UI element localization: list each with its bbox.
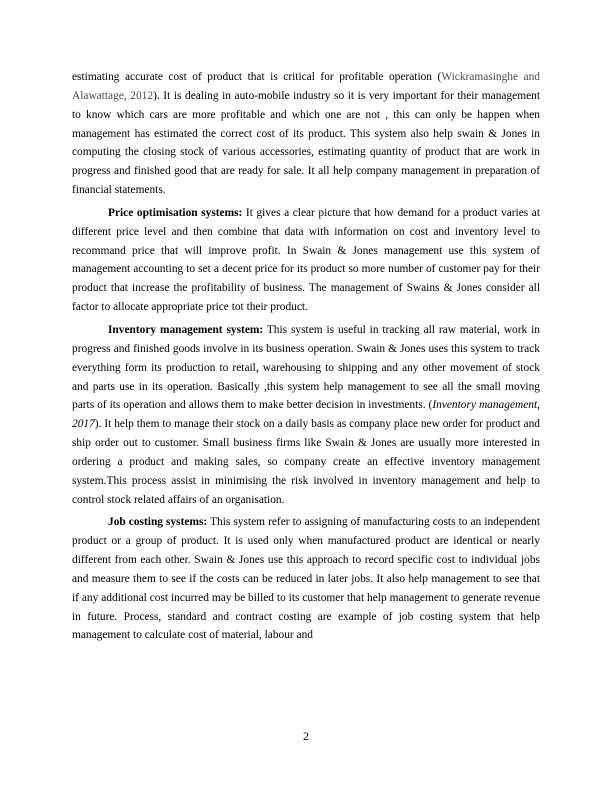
price-optimisation-body: It gives a clear picture that how demand for a product varies at different price level and then combine that data with information on cost and inventory level to recommand price that will improve profit. In Swain & Jones management use this system of management accounting to set a decent price for its product so more number of customer pay for their product that increase the profitability of business. The management of Swains & Jones consider all factor to allocate appropriate price tot their product. — [72, 206, 540, 314]
intro-citation: Wickramasinghe and Alawattage, 2012 — [72, 71, 540, 102]
inventory-body-before: This system is useful in tracking all raw material, work in progress and finished goods involve in its business operation. Swain & Jones uses this system to track everything form its production to retail, warehousing to shipping and any other movement of stock and parts use in its operation. Basically ,this system help management to see all the small moving parts of its operation and allows them to make better decision in investments. ( — [72, 323, 540, 412]
job-costing-paragraph — [72, 513, 540, 645]
inventory-management-heading: Inventory management system: — [108, 323, 264, 336]
document-body — [72, 68, 540, 649]
intro-text-before: estimating accurate cost of product that is critical for profitable operation ( — [72, 71, 442, 83]
price-optimisation-paragraph — [72, 204, 540, 317]
intro-text-after: ). It is dealing in auto-mobile industry so it is very important for their management to know which cars are more profitable and which one are not , this can only be happen when management has estimated the correct cost of its product. This system also help swain & Jones in computing the closing stock of various accessories, estimating quantity of product that are work in progress and finished good that are ready for sale. It all help company management in preparation of financial statements. — [72, 89, 541, 197]
inventory-management-paragraph — [72, 321, 540, 509]
page-number: 2 — [303, 729, 309, 743]
job-costing-body: This system refer to assigning of manufacturing costs to an independent product or a group of product. It is used only when manufactured product are identical or nearly different from each other. Swain & Jones use this approach to record specific cost to individual jobs and measure them to see if the costs can be reduced in later jobs. It also help management to see that if any additional cost incurred may be billed to its customer that help management to generate revenue in future. Process, standard and contract costing are example of job costing system that help management to calculate cost of material, labour and — [72, 516, 540, 642]
inventory-citation: Inventory management, 2017 — [72, 399, 540, 431]
inventory-body-after: ). It help them to manage their stock on a daily basis as company place new order for product and ship order out to customer. Small business firms like Swain & Jones are usually more interested in ordering a product and making sales, so company create an effective inventory management system.This process assist in minimising the risk involved in inventory management and help to control stock related affairs of an organisation. — [72, 418, 540, 506]
intro-paragraph — [72, 68, 540, 200]
job-costing-heading: Job costing systems: — [108, 516, 208, 529]
price-optimisation-heading: Price optimisation systems: — [108, 206, 243, 219]
